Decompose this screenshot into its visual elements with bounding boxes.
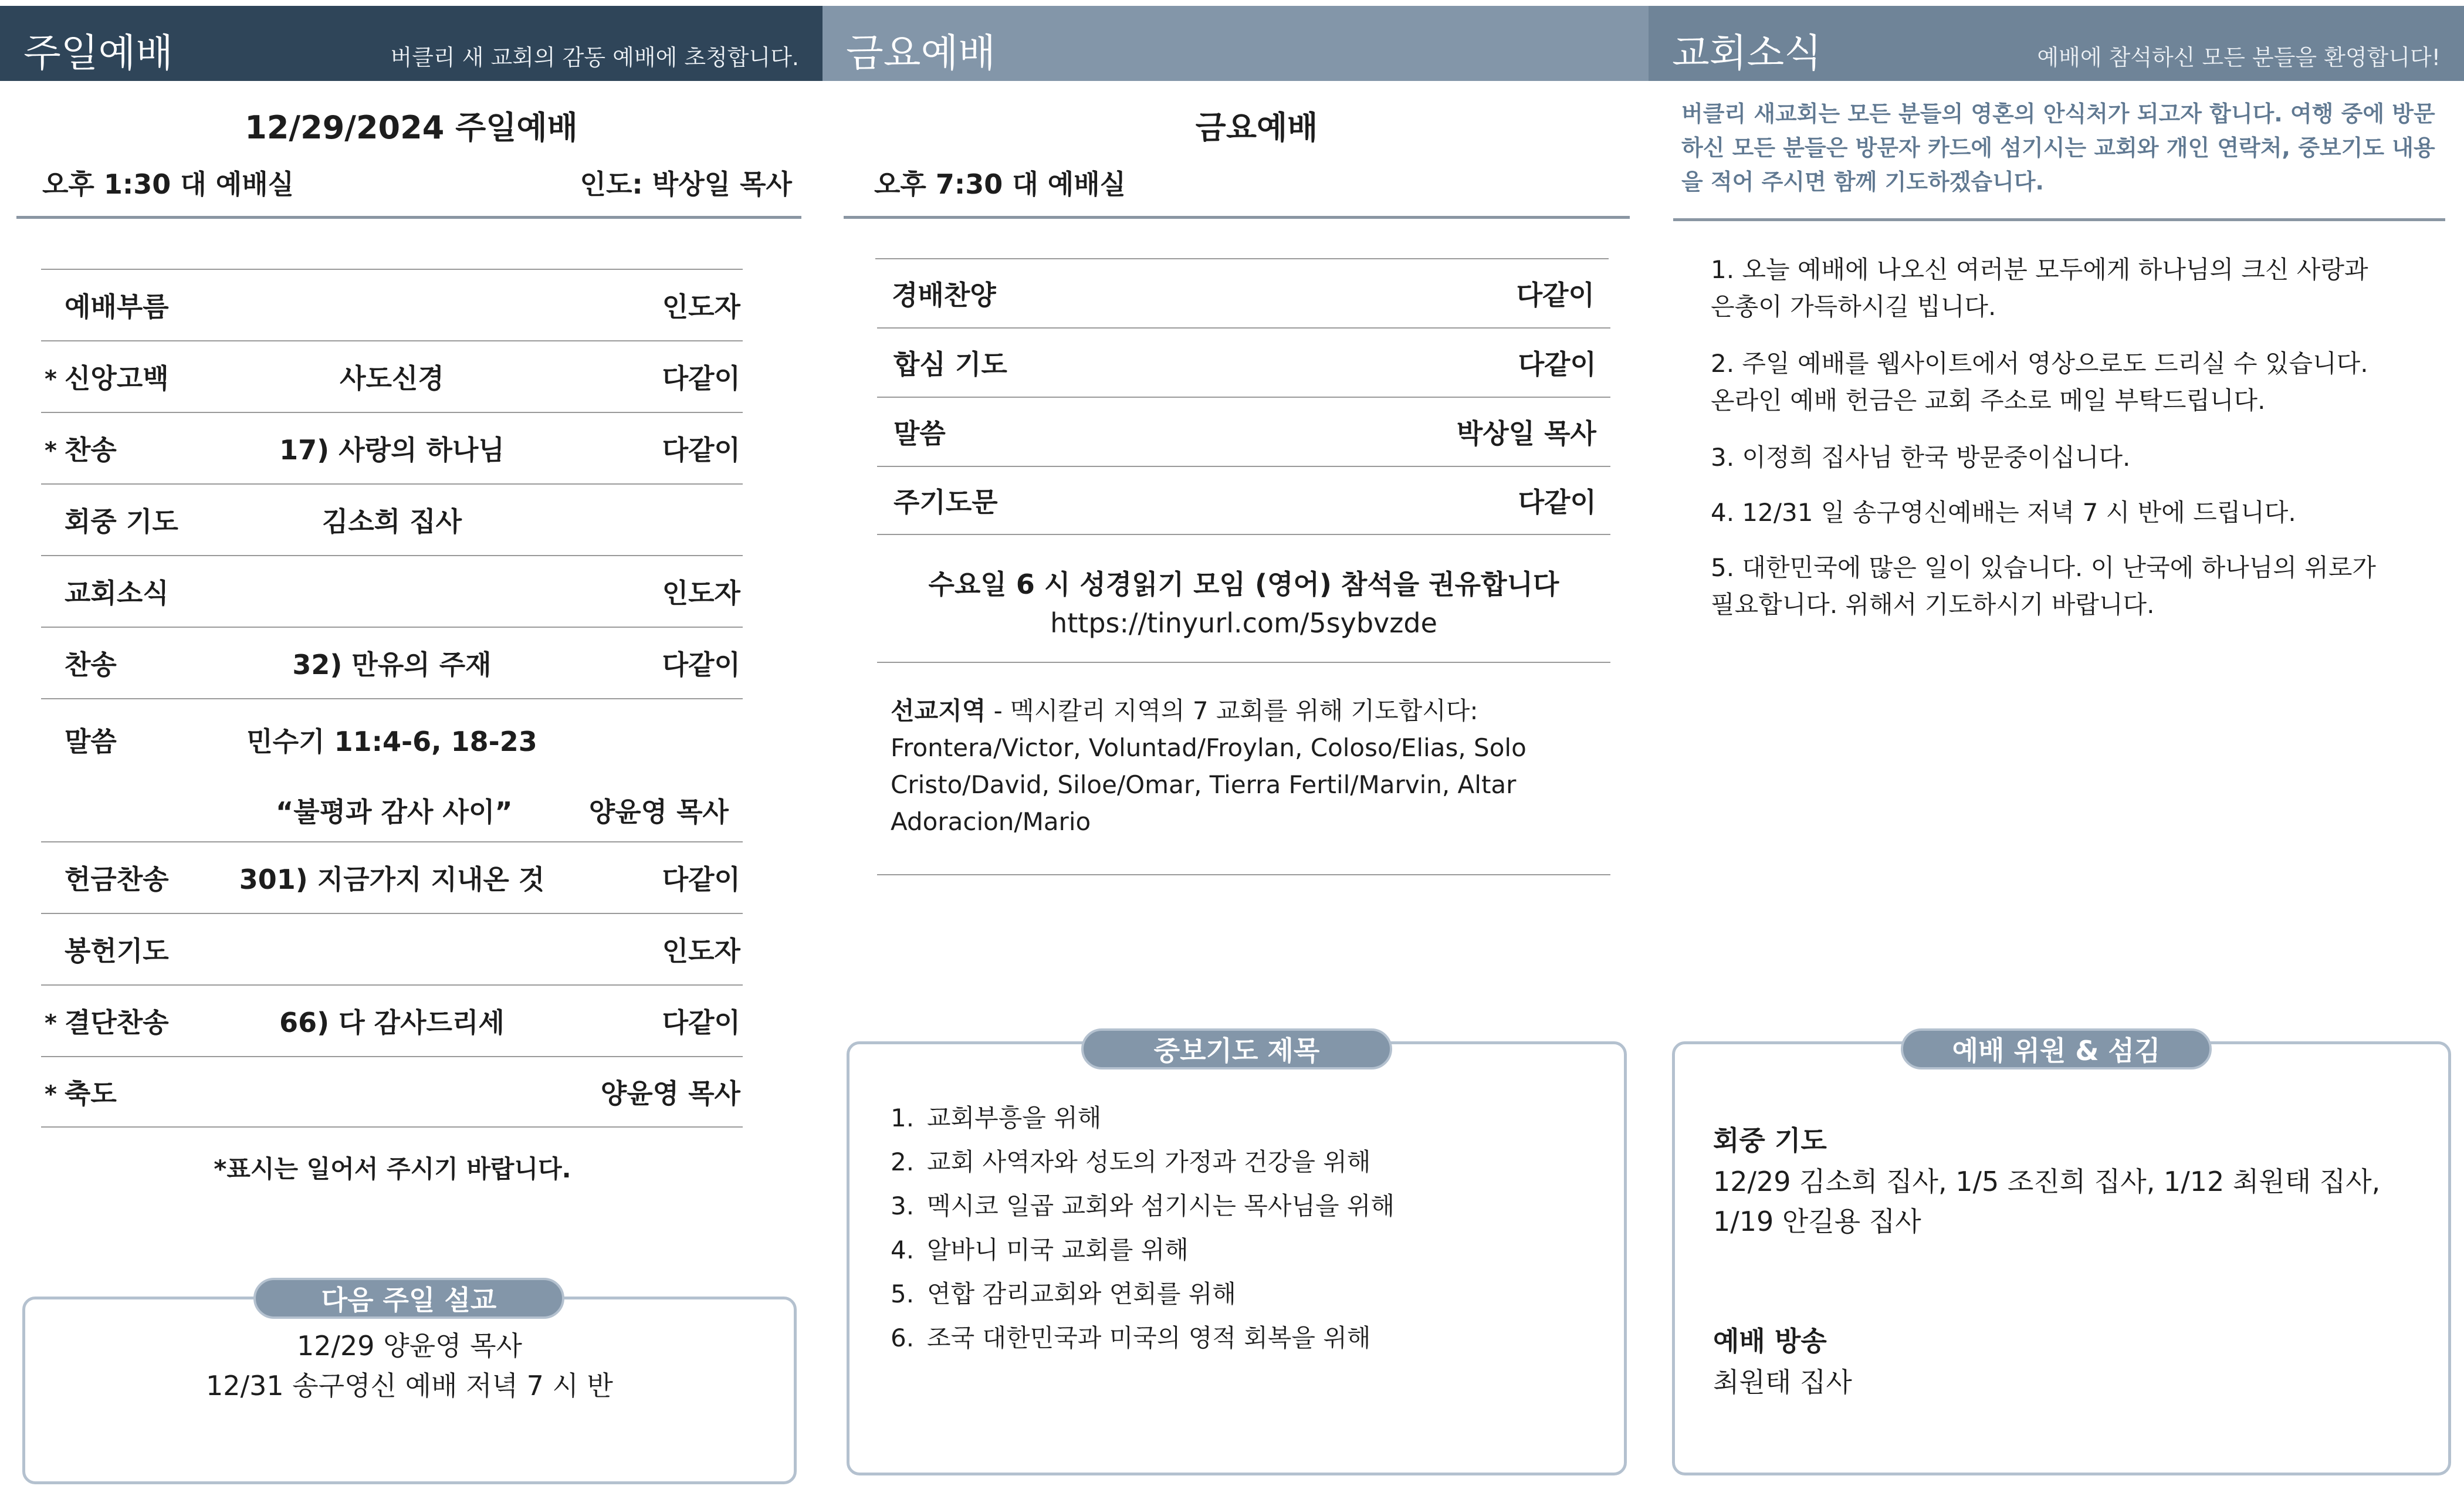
program-row: 예배부름 인도자 — [41, 269, 743, 340]
friday-divider-2 — [877, 662, 1610, 663]
program-row: * 찬송 17) 사랑의 하나님 다같이 — [41, 412, 743, 483]
mission-text: - 멕시칼리 지역의 7 교회를 위해 기도합시다: Frontera/Victor, Voluntad/Froylan, Coloso/Elias, Solo Cristo/David, Siloe/Omar, Tierra Fertil/Marvin, Altar Adoracion/Mario — [891, 696, 1527, 836]
congregation-prayer-label: 회중 기도 — [1713, 1125, 1827, 1156]
program-row: 찬송 32) 만유의 주재 다같이 — [41, 627, 743, 698]
congregation-prayer-names: 12/29 김소희 집사, 1/5 조진희 집사, 1/12 최원태 집사, 1/19 안길용 집사 — [1713, 1166, 2381, 1237]
news-intro: 버클리 새교회는 모든 분들의 영혼의 안식처가 되고자 합니다. 여행 중에 방문하신 모든 분들은 방문자 카드에 섬기시는 교회와 개인 연락처, 중보기도 내용을 적어 주시면 함께 기도하겠습니다. — [1681, 101, 2435, 195]
program-row: 교회소식 인도자 — [41, 555, 743, 627]
friday-program-row: 합심 기도 다같이 — [877, 327, 1610, 397]
news-item: 4. 12/31 일 송구영신예배는 저녁 7 시 반에 드립니다. — [1711, 498, 2296, 527]
news-panel — [1649, 6, 2464, 1490]
program-row-sermon: 말씀 민수기 11:4-6, 18-23 “불평과 감사 사이” 양윤영 목사 — [41, 698, 743, 841]
sunday-panel — [0, 6, 823, 1490]
friday-service-info — [874, 163, 1126, 202]
prayer-item: 4. 알바니 미국 교회를 위해 — [891, 1236, 1189, 1264]
news-header-title: 교회소식 — [1672, 31, 1822, 76]
news-divider — [1673, 218, 2445, 221]
sunday-leader: 인도: 박상일 목사 — [580, 168, 792, 200]
staff-title: 예배 위원 & 섬김 — [1901, 1028, 2212, 1069]
sermon-preacher: 양윤영 목사 — [588, 796, 729, 828]
program-row: * 축도 양윤영 목사 — [41, 1056, 743, 1128]
prayer-item: 1. 교회부흥을 위해 — [891, 1104, 1102, 1132]
program-row: 회중 기도 김소희 집사 — [41, 483, 743, 555]
friday-program-row: 주기도문 다같이 — [877, 466, 1610, 535]
broadcast-name: 최원태 집사 — [1713, 1366, 1852, 1398]
friday-time: 오후 7:30 대 예배실 — [874, 168, 1126, 200]
prayer-item: 3. 멕시코 일곱 교회와 섬기시는 목사님을 위해 — [891, 1192, 1395, 1220]
sunday-time: 오후 1:30 대 예배실 — [42, 168, 295, 200]
program-row: 봉헌기도 인도자 — [41, 913, 743, 984]
prayer-item: 6. 조국 대한민국과 미국의 영적 회복을 위해 — [891, 1324, 1371, 1352]
mission-label: 선교지역 — [891, 696, 986, 725]
prayer-item: 5. 연합 감리교회와 연회를 위해 — [891, 1280, 1236, 1308]
bible-study-notice: 수요일 6 시 성경읽기 모임 (영어) 참석을 권유합니다 — [928, 568, 1559, 600]
next-sermon-list: 12/29 양윤영 목사 12/31 송구영신 예배 저녁 7 시 반 — [206, 1330, 613, 1402]
sunday-service-title: 12/29/2024 주일예배 — [245, 109, 578, 146]
friday-divider-3 — [877, 874, 1610, 875]
friday-service-title: 금요예배 — [1195, 109, 1318, 146]
friday-program-row: 경배찬양 다같이 — [875, 258, 1609, 327]
friday-program-row: 말씀 박상일 목사 — [877, 397, 1610, 466]
friday-header — [823, 6, 1649, 81]
friday-divider — [844, 216, 1630, 219]
prayer-title: 중보기도 제목 — [1081, 1028, 1392, 1069]
mission-paragraph — [891, 692, 1595, 840]
broadcast-label: 예배 방송 — [1713, 1325, 1827, 1357]
sunday-header-subtitle: 버클리 새 교회의 감동 예배에 초청합니다. — [390, 45, 799, 70]
sunday-header-title: 주일예배 — [23, 31, 174, 76]
standing-note: *표시는 일어서 주시기 바랍니다. — [214, 1155, 571, 1183]
sunday-service-info — [42, 163, 792, 202]
news-header — [1649, 6, 2464, 81]
news-header-subtitle: 예배에 참석하신 모든 분들을 환영합니다! — [2037, 45, 2441, 70]
sunday-header — [0, 6, 823, 81]
staff-box — [1672, 1041, 2451, 1475]
prayer-list — [891, 1096, 1606, 1360]
prayer-item: 2. 교회 사역자와 성도의 가정과 건강을 위해 — [891, 1148, 1371, 1176]
news-item: 5. 대한민국에 많은 일이 있습니다. 이 난국에 하나님의 위로가 필요합니다. 위해서 기도하시기 바랍니다. — [1711, 553, 2376, 619]
program-row: 헌금찬송 301) 지금가지 지내온 것 다같이 — [41, 841, 743, 913]
friday-header-title: 금요예배 — [846, 31, 996, 76]
sunday-divider — [16, 216, 801, 219]
bible-study-link[interactable]: https://tinyurl.com/5sybvzde — [1050, 607, 1437, 639]
news-item: 2. 주일 예배를 웹사이트에서 영상으로도 드리실 수 있습니다. 온라인 예배 헌금은 교회 주소로 메일 부탁드립니다. — [1711, 349, 2368, 415]
sermon-title: “불평과 감사 사이” — [276, 796, 513, 828]
next-sermon-title: 다음 주일 설교 — [253, 1278, 564, 1319]
program-row: * 신앙고백 사도신경 다같이 — [41, 340, 743, 412]
news-item: 3. 이정희 집사님 한국 방문중이십니다. — [1711, 443, 2131, 472]
news-item: 1. 오늘 예배에 나오신 여러분 모두에게 하나님의 크신 사랑과 은총이 가득하시길 빕니다. — [1711, 255, 2368, 321]
program-row: * 결단찬송 66) 다 감사드리세 다같이 — [41, 984, 743, 1056]
